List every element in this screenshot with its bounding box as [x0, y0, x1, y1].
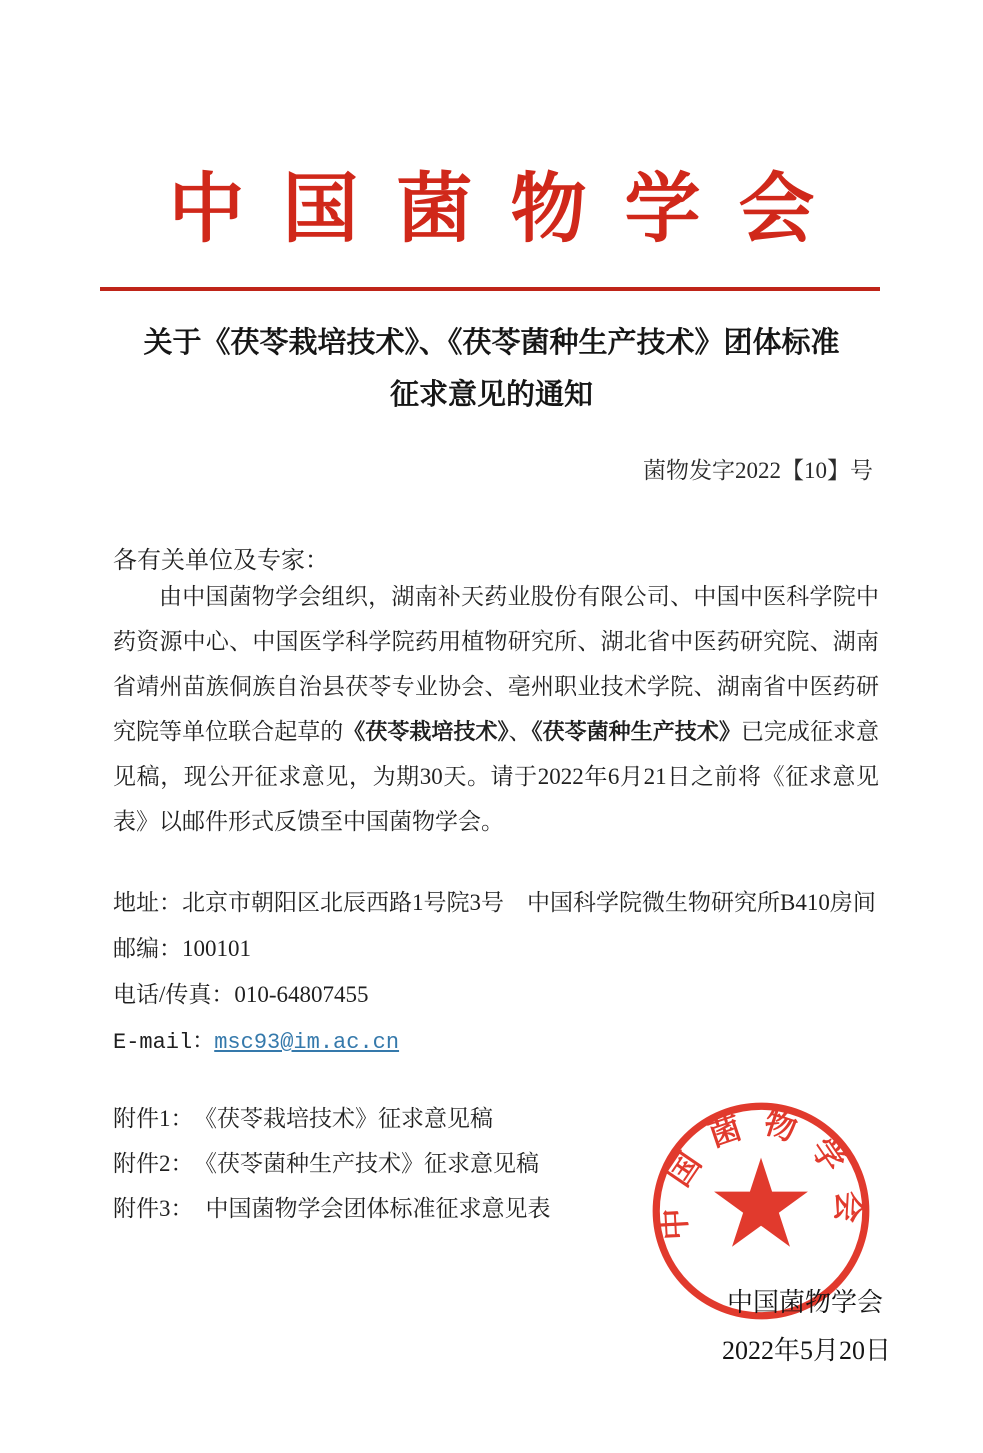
phone-value: 010-64807455: [234, 982, 369, 1007]
email-label: E-mail：: [113, 1030, 215, 1055]
attachment-2-text: 《茯苓菌种生产技术》征求意见稿: [205, 1151, 539, 1176]
attachment-item-2: [113, 1141, 551, 1186]
attachment-1-label: 附件1：: [113, 1106, 194, 1131]
email-link[interactable]: msc93@im.ac.cn: [214, 1030, 400, 1055]
contact-info-block: [113, 880, 876, 1066]
document-title: [50, 317, 933, 421]
body-text-part1: 由中国菌物学会组织，湖南补天药业股份有限公司、中国中医科学院中药资源中心、中国医学科学院药用植物研究所、湖北省中医药研究院、湖南省靖州苗族侗族自治县茯苓专业协会、亳州职业技术学院、湖南省中医药研究院等单位联合起草的: [113, 584, 879, 744]
signature-organization: 中国菌物学会: [727, 1288, 884, 1317]
star-icon: [714, 1158, 808, 1247]
standard-title-2: 《茯苓菌种生产技术》: [531, 719, 741, 744]
attachment-item-1: [113, 1096, 551, 1141]
book-separator: 、: [508, 719, 532, 744]
letterhead-divider-rule: [100, 287, 880, 291]
salutation: 各有关单位及专家：: [113, 548, 329, 574]
postcode-line: [113, 926, 876, 972]
organization-letterhead: 中国菌物学会: [168, 168, 853, 252]
body-text-part2: 已完成征求意见稿，现公开征求意见，为期30天。请于2022年6月21日之前将《征求意见表》以邮件形式反馈至中国菌物学会。: [113, 719, 880, 834]
address-label: 地址：: [113, 890, 182, 915]
phone-line: [113, 972, 876, 1018]
attachment-2-label: 附件2：: [113, 1151, 194, 1176]
attachment-1-text: 《茯苓栽培技术》征求意见稿: [205, 1106, 493, 1131]
postcode-value: 100101: [182, 936, 251, 961]
phone-label: 电话/传真：: [113, 982, 235, 1007]
attachment-3-label: 附件3：: [113, 1196, 194, 1221]
document-reference-number: 菌物发字2022【10】号: [643, 458, 873, 483]
email-line: [113, 1018, 876, 1066]
standard-title-1: 《茯苓栽培技术》: [343, 719, 509, 744]
seal-arc-text: 中国菌物学会: [655, 1104, 867, 1241]
signature-date: 2022年5月20日: [722, 1336, 892, 1365]
attachments-list: [113, 1096, 551, 1231]
attachment-3-text: 中国菌物学会团体标准征求意见表: [205, 1196, 551, 1221]
postcode-label: 邮编：: [113, 936, 182, 961]
document-title-line1: 关于《茯苓栽培技术》、《茯苓菌种生产技术》团体标准: [143, 327, 840, 359]
address-value: 北京市朝阳区北辰西路1号院3号 中国科学院微生物研究所B410房间: [182, 890, 876, 915]
attachment-item-3: [113, 1186, 551, 1231]
address-line: [113, 880, 876, 926]
body-paragraph: [113, 574, 879, 844]
document-title-line2: 征求意见的通知: [389, 379, 593, 411]
